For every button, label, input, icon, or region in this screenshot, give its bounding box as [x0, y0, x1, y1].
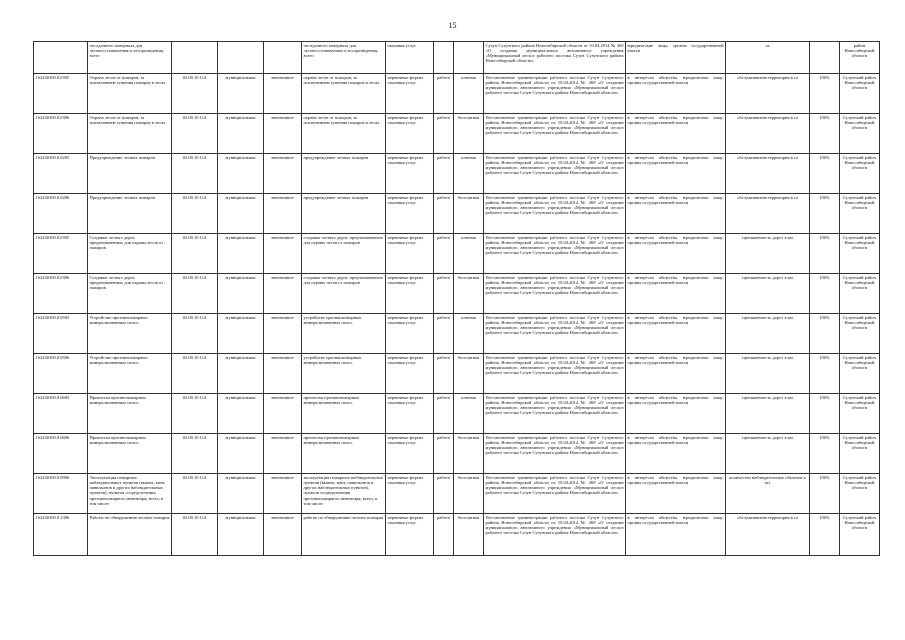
cell-name: Охрана лесов от пожаров, за исключением тушения пожаров в лесах	[88, 74, 172, 114]
cell-consumer: в интересах общества, юридические лица, органы государственной власти	[626, 394, 726, 434]
cell-area: Сузунский район Новосибирской области	[840, 194, 880, 234]
cell-form: первичные формы оказания услуг	[386, 114, 434, 154]
cell-percent: 100%	[810, 514, 840, 556]
cell-okved	[172, 42, 218, 74]
cell-consumer: в интересах общества, юридические лица, органы государственной власти	[626, 434, 726, 474]
cell-indicator: обслуживаемая территория в га	[726, 514, 810, 556]
cell-decree: Постановление администрации рабочего поселка Сузун Сузунского района Новосибирской области от 10.04.2014 № 369 «О создании муниципального автономного учреждения «Муниципальный лесхоз рабочего поселка Сузун Сузунского района Новосибирской области»	[484, 154, 626, 194]
cell-okved: 02.00.10.114	[172, 474, 218, 514]
table-row	[34, 154, 880, 194]
table-row	[34, 234, 880, 274]
cell-indicator: обслуживаемая территория в га	[726, 74, 810, 114]
cell-okved: 02.00.10.114	[172, 114, 218, 154]
cell-level	[218, 42, 264, 74]
cell-code: 162240100.0.0306	[34, 274, 88, 314]
cell-area: Сузунский район Новосибирской области	[840, 474, 880, 514]
cell-level: муниципальная	[218, 474, 264, 514]
cell-percent: 100%	[810, 434, 840, 474]
cell-pay: платная	[454, 234, 484, 274]
cell-area: Сузунский район Новосибирской области	[840, 154, 880, 194]
cell-indicator: обслуживаемая территория в га	[726, 154, 810, 194]
cell-type: работа	[434, 354, 454, 394]
cell-okved: 02.00.10.114	[172, 274, 218, 314]
cell-decree: Сузун Сузунского района Новосибирской области от 10.04.2014 № 369 «О создании муниципального автономного учреждения «Муниципальный лесхоз рабочего поселка Сузун Сузунского района Новосибирской области»	[484, 42, 626, 74]
cell-type: работа	[434, 74, 454, 114]
cell-okved: 02.00.10.114	[172, 314, 218, 354]
cell-consumer: в интересах общества, юридические лица, органы государственной власти	[626, 514, 726, 556]
cell-pay: бесплатная	[454, 274, 484, 314]
cell-name: Устройство противопожарных минерализованных полос	[88, 354, 172, 394]
cell-okved: 02.00.10.114	[172, 234, 218, 274]
cell-name: Работы по обнаружению лесных пожаров	[88, 514, 172, 556]
cell-decree: Постановление администрации рабочего поселка Сузун Сузунского района Новосибирской области от 10.04.2014 № 369 «О создании муниципального автономного учреждения «Муниципальный лесхоз рабочего поселка Сузун Сузунского района Новосибирской области»	[484, 394, 626, 434]
cell-pay: бесплатная	[454, 434, 484, 474]
cell-pay: платная	[454, 154, 484, 194]
cell-okved: 02.00.10.114	[172, 354, 218, 394]
table-row	[34, 474, 880, 514]
cell-okved: 02.00.10.114	[172, 394, 218, 434]
cell-type: работа	[434, 154, 454, 194]
cell-consumer: в интересах общества, юридические лица, органы государственной власти	[626, 474, 726, 514]
cell-service: устройство противопожарных минерализованных полос	[302, 354, 386, 394]
cell-indicator: обслуживаемая территория в га	[726, 194, 810, 234]
cell-code: 162240100.0.0505	[34, 314, 88, 354]
cell-consumer: в интересах общества, юридические лица, органы государственной власти	[626, 234, 726, 274]
cell-code: 162240100.0.0306	[34, 114, 88, 154]
cell-level: муниципальная	[218, 154, 264, 194]
table-row	[34, 434, 880, 474]
cell-okved: 02.00.10.114	[172, 434, 218, 474]
cell-code: 162240100.0.0305	[34, 234, 88, 274]
cell-consumer: в интересах общества, юридические лица, органы государственной власти	[626, 354, 726, 394]
cell-service: прочистка противопожарных минерализованных полос	[302, 394, 386, 434]
cell-form: первичные формы оказания услуг	[386, 434, 434, 474]
cell-code: 162240100.0.0605	[34, 394, 88, 434]
cell-percent: 100%	[810, 154, 840, 194]
cell-type: работа	[434, 394, 454, 434]
cell-pay	[454, 42, 484, 74]
page-number: 15	[448, 21, 457, 30]
cell-consumer: в интересах общества, юридические лица, органы государственной власти	[626, 154, 726, 194]
cell-area: Сузунский район Новосибирской области	[840, 314, 880, 354]
cell-level: муниципальная	[218, 314, 264, 354]
cell-consumer: в интересах общества, юридические лица, органы государственной власти	[626, 74, 726, 114]
cell-form: первичные формы оказания услуг	[386, 194, 434, 234]
cell-decree: Постановление администрации рабочего поселка Сузун Сузунского района Новосибирской области от 10.04.2014 № 369 «О создании муниципального автономного учреждения «Муниципальный лесхоз рабочего поселка Сузун Сузунского района Новосибирской области»	[484, 234, 626, 274]
cell-pay: бесплатная	[454, 514, 484, 556]
cell-name: Создание лесных дорог, предназначенных для охраны лесов от пожаров	[88, 274, 172, 314]
cell-name: Создание лесных дорог, предназначенных для охраны лесов от пожаров	[88, 234, 172, 274]
cell-service: предупреждение лесных пожаров	[302, 194, 386, 234]
cell-form: первичные формы оказания услуг	[386, 354, 434, 394]
cell-service: посадочного материала для лесовосстановления и лесоразведения, всего	[302, 42, 386, 74]
cell-indicator: протяженность дорог в км	[726, 354, 810, 394]
cell-type: работа	[434, 514, 454, 556]
cell-service: охрана лесов от пожаров, за исключением тушения пожаров в лесах	[302, 74, 386, 114]
cell-service: создание лесных дорог, предназначенных для охраны лесов от пожаров	[302, 274, 386, 314]
cell-name: Эксплуатация пожарных наблюдательных пунктов (вышек, мачт, павильонов и других наблюдательных пунктов), пунктов сосредоточения противопожарного инвентаря, всего, в том числе:	[88, 474, 172, 514]
cell-decree: Постановление администрации рабочего поселка Сузун Сузунского района Новосибирской области от 10.04.2014 № 369 «О создании муниципального автономного учреждения «Муниципальный лесхоз рабочего поселка Сузун Сузунского района Новосибирской области»	[484, 274, 626, 314]
cell-name: Прочистка противопожарных минерализованных полос	[88, 434, 172, 474]
cell-level: муниципальная	[218, 354, 264, 394]
cell-pay: бесплатная	[454, 354, 484, 394]
cell-indicator: протяженность дорог в км	[726, 314, 810, 354]
cell-level: муниципальная	[218, 434, 264, 474]
table-row	[34, 514, 880, 556]
cell-institution: автономное	[264, 514, 302, 556]
cell-level: муниципальная	[218, 234, 264, 274]
cell-consumer: в интересах общества, юридические лица, органы государственной власти	[626, 114, 726, 154]
cell-type	[434, 42, 454, 74]
cell-percent: 100%	[810, 314, 840, 354]
cell-area: Сузунский район Новосибирской области	[840, 114, 880, 154]
cell-indicator: протяженность дорог в км	[726, 394, 810, 434]
cell-area: Сузунский район Новосибирской области	[840, 74, 880, 114]
table-row	[34, 394, 880, 434]
cell-decree: Постановление администрации рабочего поселка Сузун Сузунского района Новосибирской области от 10.04.2014 № 369 «О создании муниципального автономного учреждения «Муниципальный лесхоз рабочего поселка Сузун Сузунского района Новосибирской области»	[484, 354, 626, 394]
cell-area: Сузунский район Новосибирской области	[840, 434, 880, 474]
cell-indicator: протяженность дорог в км	[726, 434, 810, 474]
cell-pay: платная	[454, 74, 484, 114]
cell-area: Сузунский район Новосибирской области	[840, 274, 880, 314]
cell-code: 162240100.0.0906	[34, 474, 88, 514]
cell-name: Предупреждение лесных пожаров	[88, 194, 172, 234]
cell-code	[34, 42, 88, 74]
cell-indicator: обслуживаемая территория в га	[726, 114, 810, 154]
cell-institution: автономное	[264, 74, 302, 114]
cell-okved: 02.00.10.114	[172, 154, 218, 194]
table-row	[34, 274, 880, 314]
cell-decree: Постановление администрации рабочего поселка Сузун Сузунского района Новосибирской области от 10.04.2014 № 369 «О создании муниципального автономного учреждения «Муниципальный лесхоз рабочего поселка Сузун Сузунского района Новосибирской области»	[484, 114, 626, 154]
cell-type: работа	[434, 274, 454, 314]
cell-decree: Постановление администрации рабочего поселка Сузун Сузунского района Новосибирской области от 10.04.2014 № 369 «О создании муниципального автономного учреждения «Муниципальный лесхоз рабочего поселка Сузун Сузунского района Новосибирской области»	[484, 514, 626, 556]
cell-form: первичные формы оказания услуг	[386, 234, 434, 274]
cell-level: муниципальная	[218, 514, 264, 556]
cell-service: создание лесных дорог, предназначенных для охраны лесов от пожаров	[302, 234, 386, 274]
cell-decree: Постановление администрации рабочего поселка Сузун Сузунского района Новосибирской области от 10.04.2014 № 369 «О создании муниципального автономного учреждения «Муниципальный лесхоз рабочего поселка Сузун Сузунского района Новосибирской области»	[484, 474, 626, 514]
services-register-table	[33, 41, 880, 556]
cell-type: работа	[434, 194, 454, 234]
cell-consumer: юридические лица, органы государственной власти	[626, 42, 726, 74]
cell-code: 162240100.0.0606	[34, 434, 88, 474]
table-row	[34, 74, 880, 114]
cell-level: муниципальная	[218, 194, 264, 234]
cell-institution: автономное	[264, 274, 302, 314]
cell-code: 162240100.0.1306	[34, 514, 88, 556]
cell-form: первичные формы оказания услуг	[386, 514, 434, 556]
table-row	[34, 354, 880, 394]
cell-consumer: в интересах общества, юридические лица, органы государственной власти	[626, 194, 726, 234]
table-row	[34, 194, 880, 234]
cell-name: Охрана лесов от пожаров, за исключением тушения пожаров в лесах	[88, 114, 172, 154]
cell-okved: 02.00.10.114	[172, 74, 218, 114]
cell-indicator: количество наблюдательных объектов в шт	[726, 474, 810, 514]
cell-code: 162240100.0.0206	[34, 194, 88, 234]
cell-type: работа	[434, 314, 454, 354]
cell-type: работа	[434, 234, 454, 274]
cell-decree: Постановление администрации рабочего поселка Сузун Сузунского района Новосибирской области от 10.04.2014 № 369 «О создании муниципального автономного учреждения «Муниципальный лесхоз рабочего поселка Сузун Сузунского района Новосибирской области»	[484, 194, 626, 234]
cell-level: муниципальная	[218, 114, 264, 154]
cell-type: работа	[434, 114, 454, 154]
cell-percent: 100%	[810, 354, 840, 394]
cell-service: устройство противопожарных минерализованных полос	[302, 314, 386, 354]
cell-area: Сузунский район Новосибирской области	[840, 354, 880, 394]
cell-percent: 100%	[810, 474, 840, 514]
cell-form: первичные формы оказания услуг	[386, 274, 434, 314]
cell-percent: 100%	[810, 234, 840, 274]
cell-service: работы по обнаружению лесных пожаров	[302, 514, 386, 556]
cell-code: 162240100.0.0305	[34, 74, 88, 114]
cell-area: Сузунский район Новосибирской области	[840, 514, 880, 556]
cell-institution: автономное	[264, 154, 302, 194]
cell-consumer: в интересах общества, юридические лица, органы государственной власти	[626, 274, 726, 314]
cell-indicator: га	[726, 42, 810, 74]
cell-okved: 02.00.10.114	[172, 194, 218, 234]
cell-indicator: протяженность дорог в км	[726, 234, 810, 274]
cell-area: Сузунский район Новосибирской области	[840, 394, 880, 434]
cell-percent: 100%	[810, 394, 840, 434]
cell-pay: бесплатная	[454, 474, 484, 514]
cell-pay: бесплатная	[454, 194, 484, 234]
cell-percent: 100%	[810, 74, 840, 114]
cell-pay: бесплатная	[454, 114, 484, 154]
cell-institution: автономное	[264, 114, 302, 154]
cell-institution: автономное	[264, 354, 302, 394]
table-row	[34, 114, 880, 154]
cell-name: Предупреждение лесных пожаров	[88, 154, 172, 194]
cell-institution: автономное	[264, 434, 302, 474]
cell-form: первичные формы оказания услуг	[386, 474, 434, 514]
cell-service: эксплуатация пожарных наблюдательных пунктов (вышек, мачт, павильонов и других наблюдательных пунктов), пунктов сосредоточения противопожарного инвентаря, всего, в том числе:	[302, 474, 386, 514]
table-row	[34, 314, 880, 354]
cell-level: муниципальная	[218, 74, 264, 114]
cell-institution: автономное	[264, 314, 302, 354]
cell-area: Сузунский район Новосибирской области	[840, 234, 880, 274]
cell-type: работа	[434, 474, 454, 514]
cell-service: предупреждение лесных пожаров	[302, 154, 386, 194]
cell-service: охрана лесов от пожаров, за исключением тушения пожаров в лесах	[302, 114, 386, 154]
cell-okved: 02.00.10.114	[172, 514, 218, 556]
cell-code: 162240100.0.0205	[34, 154, 88, 194]
cell-institution: автономное	[264, 234, 302, 274]
cell-form: первичные формы оказания услуг	[386, 74, 434, 114]
cell-decree: Постановление администрации рабочего поселка Сузун Сузунского района Новосибирской области от 10.04.2014 № 369 «О создании муниципального автономного учреждения «Муниципальный лесхоз рабочего поселка Сузун Сузунского района Новосибирской области»	[484, 314, 626, 354]
cell-level: муниципальная	[218, 394, 264, 434]
cell-form: первичные формы оказания услуг	[386, 154, 434, 194]
cell-pay: платная	[454, 314, 484, 354]
cell-form: первичные формы оказания услуг	[386, 314, 434, 354]
cell-service: прочистка противопожарных минерализованных полос	[302, 434, 386, 474]
cell-institution	[264, 42, 302, 74]
cell-institution: автономное	[264, 394, 302, 434]
cell-pay: платная	[454, 394, 484, 434]
cell-name: Прочистка противопожарных минерализованных полос	[88, 394, 172, 434]
table-row-continued	[34, 42, 880, 74]
cell-decree: Постановление администрации рабочего поселка Сузун Сузунского района Новосибирской области от 10.04.2014 № 369 «О создании муниципального автономного учреждения «Муниципальный лесхоз рабочего поселка Сузун Сузунского района Новосибирской области»	[484, 74, 626, 114]
cell-percent: 100%	[810, 114, 840, 154]
cell-consumer: в интересах общества, юридические лица, органы государственной власти	[626, 314, 726, 354]
cell-area: район Новосибирской области	[840, 42, 880, 74]
cell-type: работа	[434, 434, 454, 474]
cell-institution: автономное	[264, 474, 302, 514]
cell-form: оказания услуг	[386, 42, 434, 74]
cell-percent	[810, 42, 840, 74]
cell-level: муниципальная	[218, 274, 264, 314]
cell-institution: автономное	[264, 194, 302, 234]
cell-code: 162240100.0.0506	[34, 354, 88, 394]
cell-percent: 100%	[810, 194, 840, 234]
cell-name: посадочного материала для лесовосстановления и лесоразведения, всего	[88, 42, 172, 74]
cell-decree: Постановление администрации рабочего поселка Сузун Сузунского района Новосибирской области от 10.04.2014 № 369 «О создании муниципального автономного учреждения «Муниципальный лесхоз рабочего поселка Сузун Сузунского района Новосибирской области»	[484, 434, 626, 474]
cell-indicator: протяженность дорог в км	[726, 274, 810, 314]
cell-percent: 100%	[810, 274, 840, 314]
cell-form: первичные формы оказания услуг	[386, 394, 434, 434]
cell-name: Устройство противопожарных минерализованных полос	[88, 314, 172, 354]
